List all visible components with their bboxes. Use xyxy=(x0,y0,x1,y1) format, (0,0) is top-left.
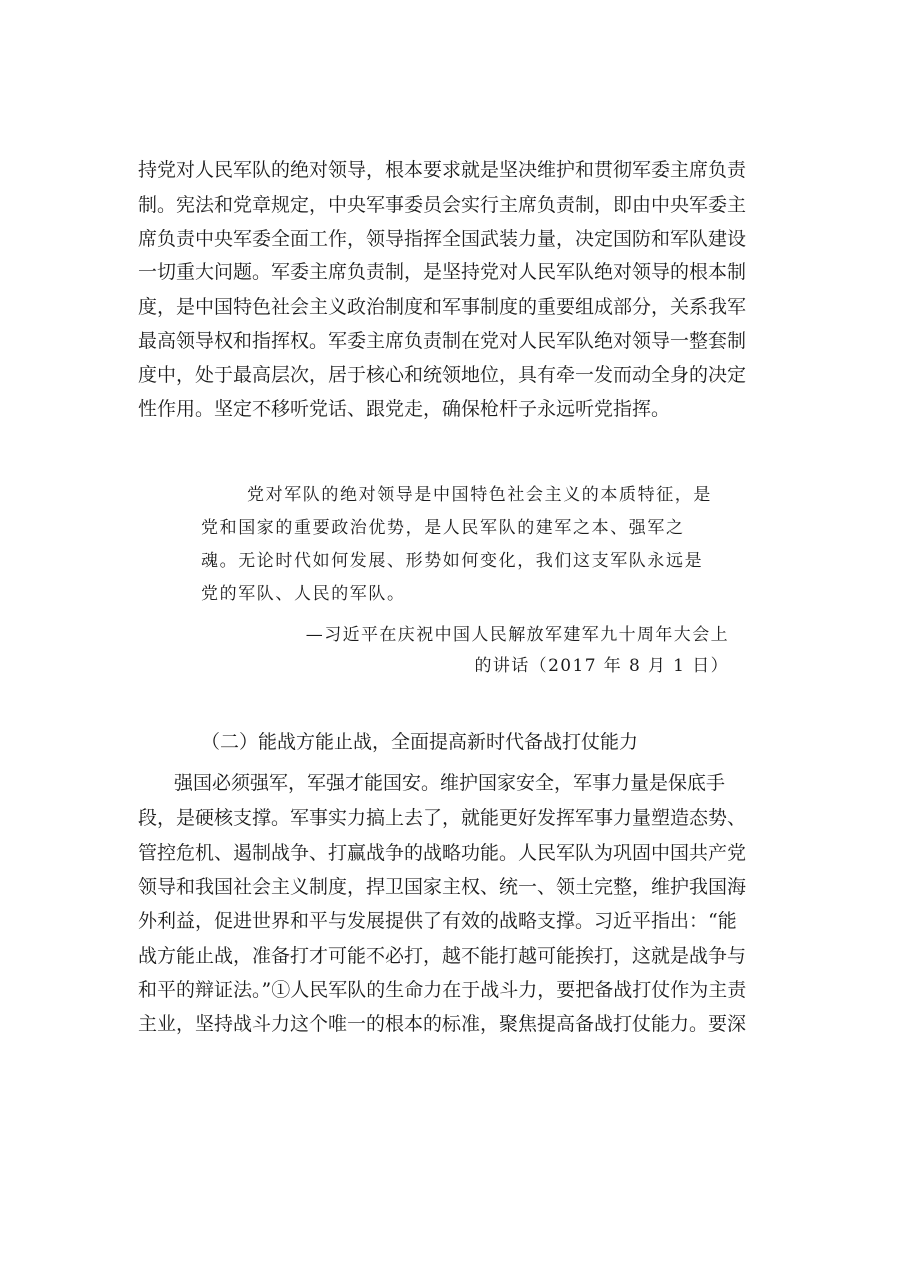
paragraph-line: 持党对人民军队的绝对领导，根本要求就是坚决维护和贯彻军委主席负责 xyxy=(138,159,747,181)
paragraph-line: 强国必须强军，军强才能国安。维护国家安全，军事力量是保底手 xyxy=(174,772,726,794)
paragraph-line: 管控危机、遏制战争、打赢战争的战略功能。人民军队为巩固中国共产党 xyxy=(138,842,747,864)
paragraph-line: 一切重大问题。军委主席负责制，是坚持党对人民军队绝对领导的根本制 xyxy=(138,261,747,283)
paragraph-line: 战方能止战，准备打才可能不必打，越不能打越可能挨打，这就是战争与 xyxy=(138,945,747,967)
paragraph-line: 和平的辩证法。”①人民军队的生命力在于战斗力，要把备战打仗作为主责 xyxy=(138,979,747,1001)
paragraph-line: 外利益，促进世界和平与发展提供了有效的战略支撑。习近平指出：“能 xyxy=(138,910,737,932)
quote-line: 党对军队的绝对领导是中国特色社会主义的本质特征，是 xyxy=(247,485,712,505)
quote-line: 党和国家的重要政治优势，是人民军队的建军之本、强军之 xyxy=(201,518,685,538)
paragraph-line: 段，是硬核支撑。军事实力搞上去了，就能更好发挥军事力量塑造态势、 xyxy=(138,807,747,829)
section-heading: （二）能战方能止战，全面提高新时代备战打仗能力 xyxy=(201,731,639,753)
paragraph-line: 主业，坚持战斗力这个唯一的根本的标准，聚焦提高备战打仗能力。要深 xyxy=(138,1013,747,1035)
paragraph-line: 度中，处于最高层次，居于核心和统领地位，具有牵一发而动全身的决定 xyxy=(138,364,747,386)
paragraph-line: 性作用。坚定不移听党话、跟党走，确保枪杆子永远听党指挥。 xyxy=(138,398,671,420)
quote-attribution: —习近平在庆祝中国人民解放军建军九十周年大会上 xyxy=(305,625,729,645)
quote-line: 魂。无论时代如何发展、形势如何变化，我们这支军队永远是 xyxy=(201,551,704,571)
paragraph-line: 制。宪法和党章规定，中央军事委员会实行主席负责制，即由中央军委主 xyxy=(138,194,747,216)
quote-line: 党的军队、人民的军队。 xyxy=(201,584,406,604)
paragraph-line: 领导和我国社会主义制度，捍卫国家主权、统一、领土完整，维护我国海 xyxy=(138,876,747,898)
paragraph-line: 席负责中央军委全面工作，领导指挥全国武装力量，决定国防和军队建设 xyxy=(138,228,747,250)
paragraph-line: 度，是中国特色社会主义政治制度和军事制度的重要组成部分，关系我军 xyxy=(138,296,747,318)
paragraph-line: 最高领导权和指挥权。军委主席负责制在党对人民军队绝对领导一整套制 xyxy=(138,330,747,352)
quote-attribution: 的讲话（2017 年 8 月 1 日） xyxy=(474,656,729,676)
